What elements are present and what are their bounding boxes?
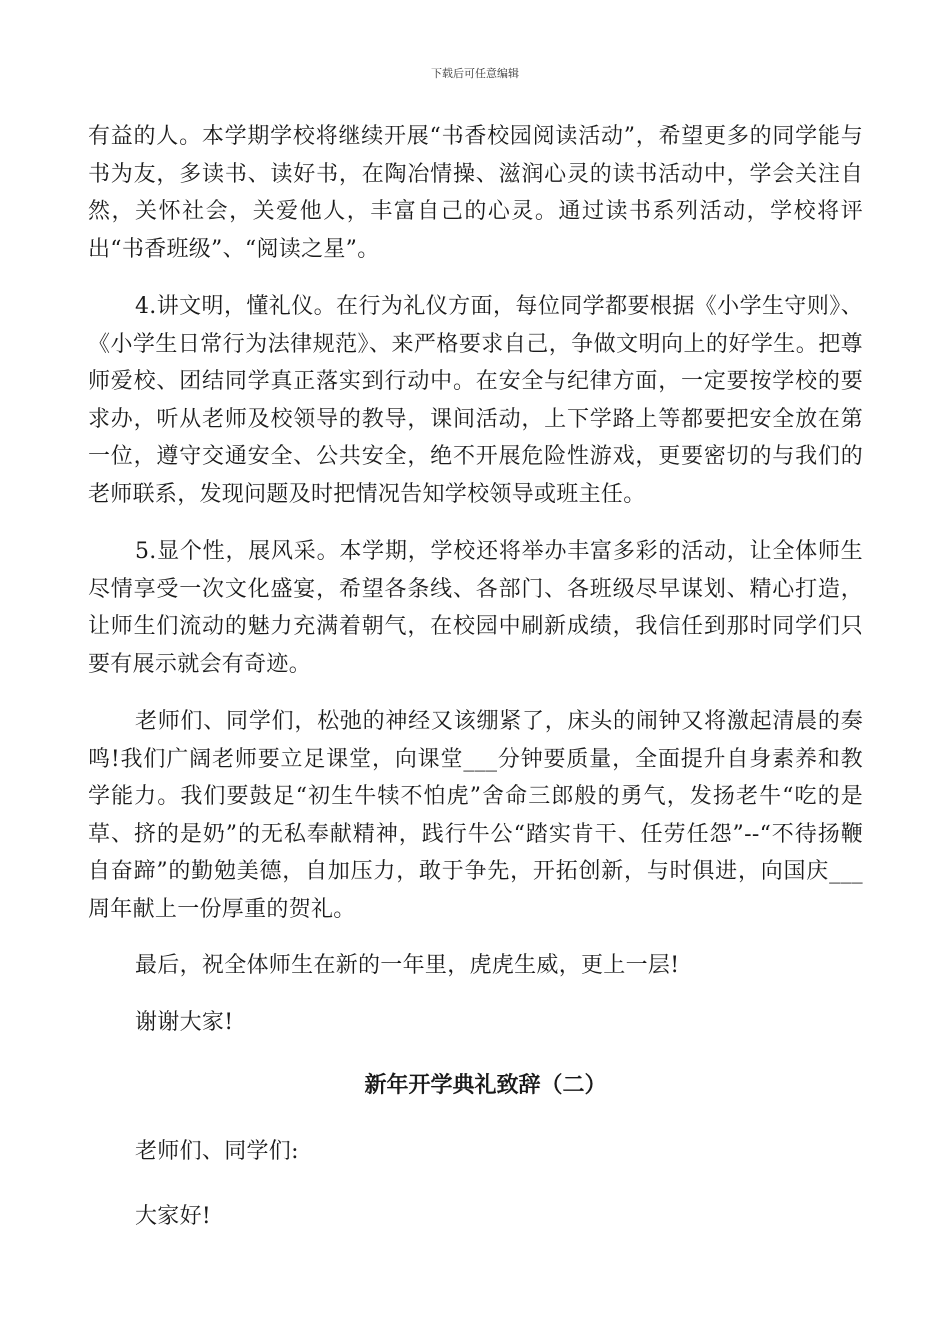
document-body bbox=[88, 118, 863, 1236]
page-header: 下载后可任意编辑 bbox=[431, 67, 519, 80]
paragraph-closing-wish: 最后，祝全体师生在新的一年里，虎虎生威，更上一层! bbox=[135, 953, 680, 978]
paragraph-thanks: 谢谢大家! bbox=[135, 1009, 234, 1035]
paragraph-reading-activity: 有益的人。本学期学校将继续开展“书香校园阅读活动”，希望更多的同学能与书为友，多读书、读好书，在陶冶情操、滋润心灵的读书活动中，学会关注自然，关怀社会，关爱他人，丰富自己的心灵。通过读书系列活动，学校将评出“书香班级”、“阅读之星”。 bbox=[88, 124, 863, 262]
paragraph-salutation: 老师们、同学们: bbox=[135, 1138, 299, 1164]
paragraph-teachers-students: 老师们、同学们，松弛的神经又该绷紧了，床头的闹钟又将激起清晨的奏鸣!我们广阔老师要立足课堂，向课堂___分钟要质量，全面提升自身素养和教学能力。我们要鼓足“初生牛犊不怕虎”舍命三郎般的勇气，发扬老牛“吃的是草、挤的是奶”的无私奉献精神，践行牛公“踏实肯干、任劳任怨”--“不待扬鞭自奋蹄”的勤勉美德，自加压力，敢于争先，开拓创新，与时俱进，向国庆___周年献上一份厚重的贺礼。 bbox=[88, 709, 863, 922]
paragraph-greeting: 大家好! bbox=[135, 1204, 212, 1229]
paragraph-etiquette: 4.讲文明，懂礼仪。在行为礼仪方面，每位同学都要根据《小学生守则》、《小学生日常行为法律规范》、来严格要求自己，争做文明向上的好学生。把尊师爱校、团结同学真正落实到行动中。在安全与纪律方面，一定要按学校的要求办，听从老师及校领导的教导，课间活动，上下学路上等都要把安全放在第一位，遵守交通安全、公共安全，绝不开展危险性游戏，更要密切的与我们的老师联系，发现问题及时把情况告知学校领导或班主任。 bbox=[88, 294, 863, 507]
paragraph-personality: 5.显个性，展风采。本学期，学校还将举办丰富多彩的活动，让全体师生尽情享受一次文化盛宴，希望各条线、各部门、各班级尽早谋划、精心打造，让师生们流动的魅力充满着朝气，在校园中刷新成绩，我信任到那时同学们只要有展示就会有奇迹。 bbox=[88, 539, 863, 677]
section-title: 新年开学典礼致辞（二） bbox=[364, 1072, 607, 1098]
